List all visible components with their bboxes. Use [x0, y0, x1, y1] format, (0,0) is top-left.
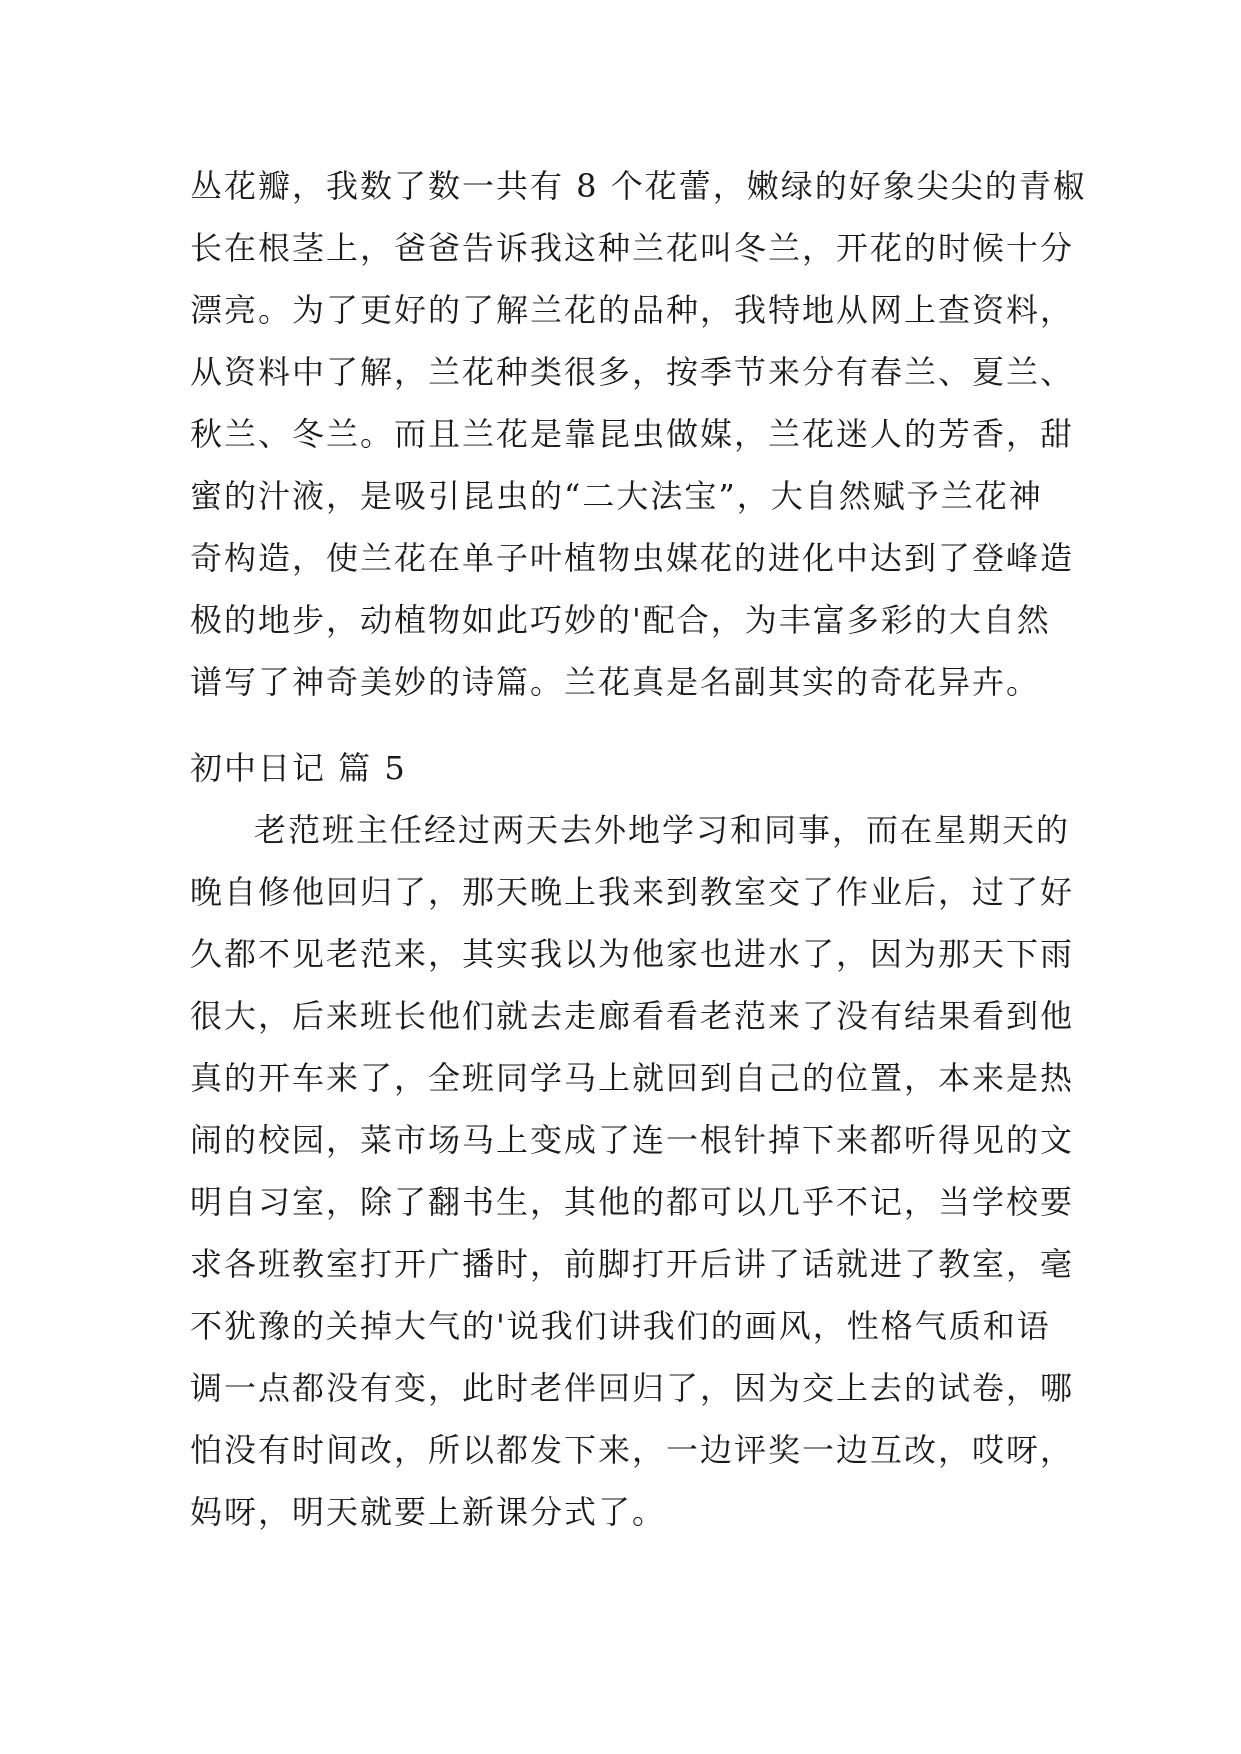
text-line: 老范班主任经过两天去外地学习和同事，而在星期天的 [254, 811, 1071, 849]
text-line: 晚自修他回归了，那天晚上我来到教室交了作业后，过了好 [190, 873, 1075, 911]
text-line: 真的开车来了，全班同学马上就回到自己的位置，本来是热 [190, 1059, 1075, 1097]
text-line: 谱写了神奇美妙的诗篇。兰花真是名副其实的奇花异卉。 [190, 663, 1041, 701]
text-line: 长在根茎上，爸爸告诉我这种兰花叫冬兰，开花的时候十分 [190, 229, 1075, 267]
text-line: 妈呀，明天就要上新课分式了。 [190, 1493, 667, 1531]
text-line: 很大，后来班长他们就去走廊看看老范来了没有结果看到他 [190, 997, 1075, 1035]
text-line: 调一点都没有变，此时老伴回归了，因为交上去的试卷，哪 [190, 1369, 1075, 1407]
text-line: 求各班教室打开广播时，前脚打开后讲了话就进了教室，毫 [190, 1245, 1075, 1283]
text-line: 丛花瓣，我数了数一共有 8 个花蕾，嫩绿的好象尖尖的青椒 [190, 167, 1087, 205]
text-line: 久都不见老范来，其实我以为他家也进水了，因为那天下雨 [190, 935, 1075, 973]
text-line: 奇构造，使兰花在单子叶植物虫媒花的进化中达到了登峰造 [190, 539, 1075, 577]
text-line: 漂亮。为了更好的了解兰花的品种，我特地从网上查资料， [190, 291, 1075, 329]
text-line: 秋兰、冬兰。而且兰花是靠昆虫做媒，兰花迷人的芳香，甜 [190, 415, 1075, 453]
text-line: 蜜的汁液，是吸引昆虫的“二大法宝”，大自然赋予兰花神 [190, 477, 1043, 515]
text-line: 怕没有时间改，所以都发下来，一边评奖一边互改，哎呀， [190, 1431, 1075, 1469]
section-title: 初中日记 篇 5 [190, 749, 407, 787]
text-line: 不犹豫的关掉大气的'说我们讲我们的画风，性格气质和语 [190, 1307, 1051, 1345]
text-line: 极的地步，动植物如此巧妙的'配合，为丰富多彩的大自然 [190, 601, 1051, 639]
text-line: 从资料中了解，兰花种类很多，按季节来分有春兰、夏兰、 [190, 353, 1075, 391]
text-line: 闹的校园，菜市场马上变成了连一根针掉下来都听得见的文 [190, 1121, 1075, 1159]
text-line: 明自习室，除了翻书生，其他的都可以几乎不记，当学校要 [190, 1183, 1075, 1221]
